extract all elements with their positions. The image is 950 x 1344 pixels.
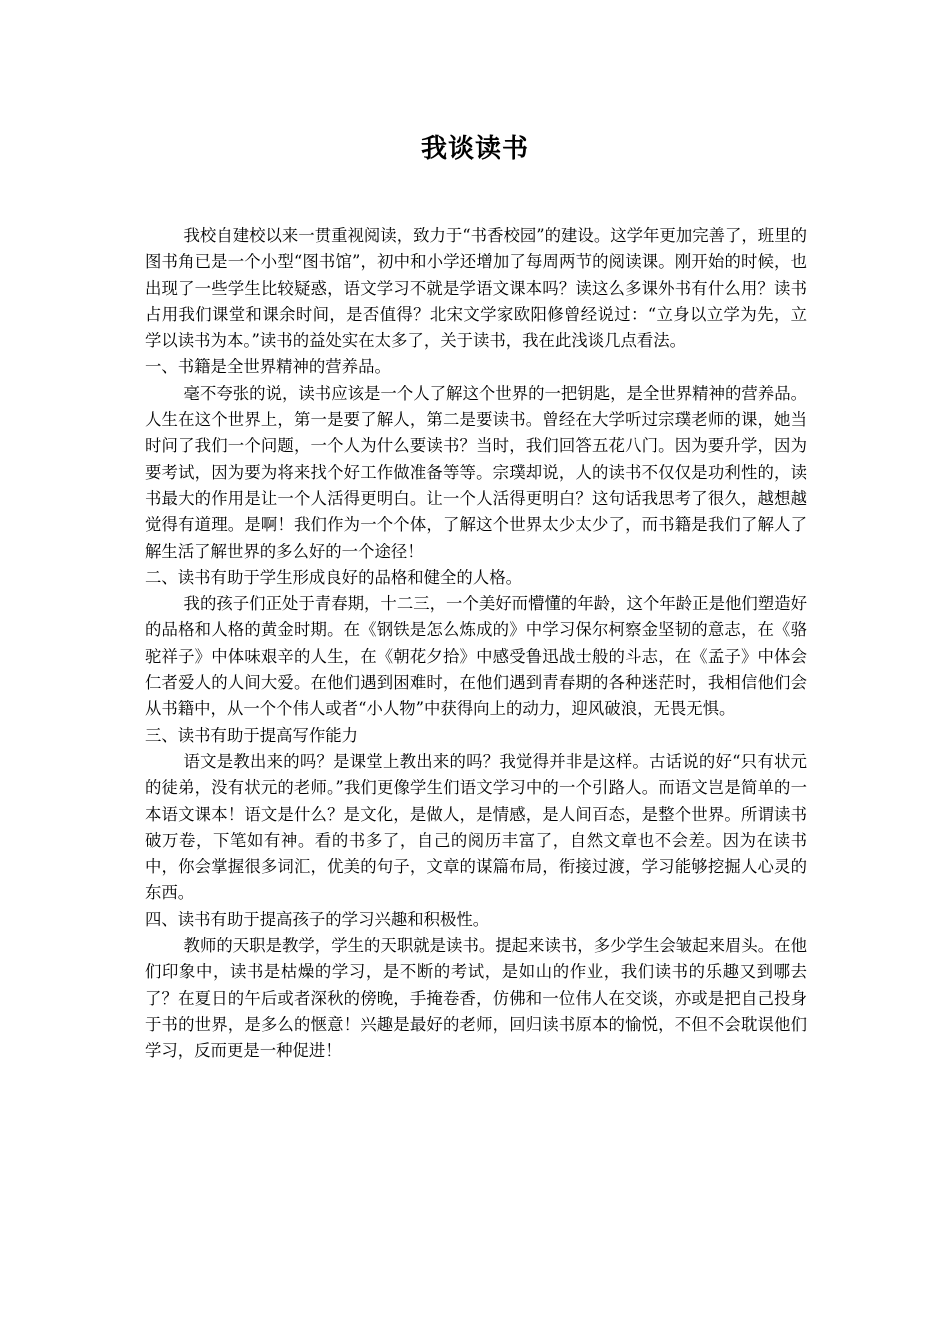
section-heading-3: 三、读书有助于提高写作能力 [145, 725, 359, 745]
document-body [145, 223, 807, 1065]
section-paragraph-3: 语文是教出来的吗？是课堂上教出来的吗？我觉得并非是这样。古话说的好“只有状元的徒弟，没有状元的老师。”我们更像学生们语文学习中的一个引路人。而语文岂是简单的一本语文课本！语文是什么？是文化，是做人，是情感，是人间百态，是整个世界。所谓读书破万卷，下笔如有神。看的书多了，自己的阅历丰富了，自然文章也不会差。因为在读书中，你会掌握很多词汇，优美的句子，文章的谋篇布局，衔接过渡，学习能够挖掘人心灵的东西。 [145, 751, 807, 903]
intro-paragraph: 我校自建校以来一贯重视阅读，致力于“书香校园”的建设。这学年更加完善了，班里的图书角已是一个小型“图书馆”，初中和小学还增加了每周两节的阅读课。刚开始的时候，也出现了一些学生比较疑惑，语文学习不就是学语文课本吗？读这么多课外书有什么用？读书占用我们课堂和课余时间，是否值得？北宋文学家欧阳修曾经说过：“立身以立学为先，立学以读书为本。”读书的益处实在太多了，关于读书，我在此浅谈几点看法。 [145, 226, 807, 351]
section-heading-2: 二、读书有助于学生形成良好的品格和健全的人格。 [145, 567, 522, 587]
document-title: 我谈读书 [420, 134, 529, 164]
section-heading-1: 一、书籍是全世界精神的营养品。 [145, 357, 391, 377]
section-paragraph-1: 毫不夸张的说，读书应该是一个人了解这个世界的一把钥匙，是全世界精神的营养品。人生在这个世界上，第一是要了解人，第二是要读书。曾经在大学听过宗璞老师的课，她当时问了我们一个问题，一个人为什么要读书？当时，我们回答五花八门。因为要升学，因为要考试，因为要为将来找个好工作做准备等等。宗璞却说，人的读书不仅仅是功利性的，读书最大的作用是让一个人活得更明白。让一个人活得更明白？这句话我思考了很久，越想越觉得有道理。是啊！我们作为一个个体，了解这个世界太少太少了，而书籍是我们了解人了解生活了解世界的多么好的一个途径！ [145, 383, 807, 561]
section-paragraph-4: 教师的天职是教学，学生的天职就是读书。提起来读书，多少学生会皱起来眉头。在他们印象中，读书是枯燥的学习，是不断的考试，是如山的作业，我们读书的乐趣又到哪去了？在夏日的午后或者深秋的傍晚，手掩卷香，仿佛和一位伟人在交谈，亦或是把自己投身于书的世界，是多么的惬意！兴趣是最好的老师，回归读书原本的愉悦，不但不会耽误他们学习，反而更是一种促进！ [145, 936, 807, 1061]
section-paragraph-2: 我的孩子们正处于青春期，十二三，一个美好而懵懂的年龄，这个年龄正是他们塑造好的品格和人格的黄金时期。在《钢铁是怎么炼成的》中学习保尔柯察金坚韧的意志，在《骆驼祥子》中体味艰辛的人生，在《朝花夕拾》中感受鲁迅战士般的斗志，在《孟子》中体会仁者爱人的人间大爱。在他们遇到困难时，在他们遇到青春期的各种迷茫时，我相信他们会从书籍中，从一个个伟人或者“小人物”中获得向上的动力，迎风破浪，无畏无惧。 [145, 594, 807, 719]
section-heading-4: 四、读书有助于提高孩子的学习兴趣和积极性。 [145, 909, 490, 929]
